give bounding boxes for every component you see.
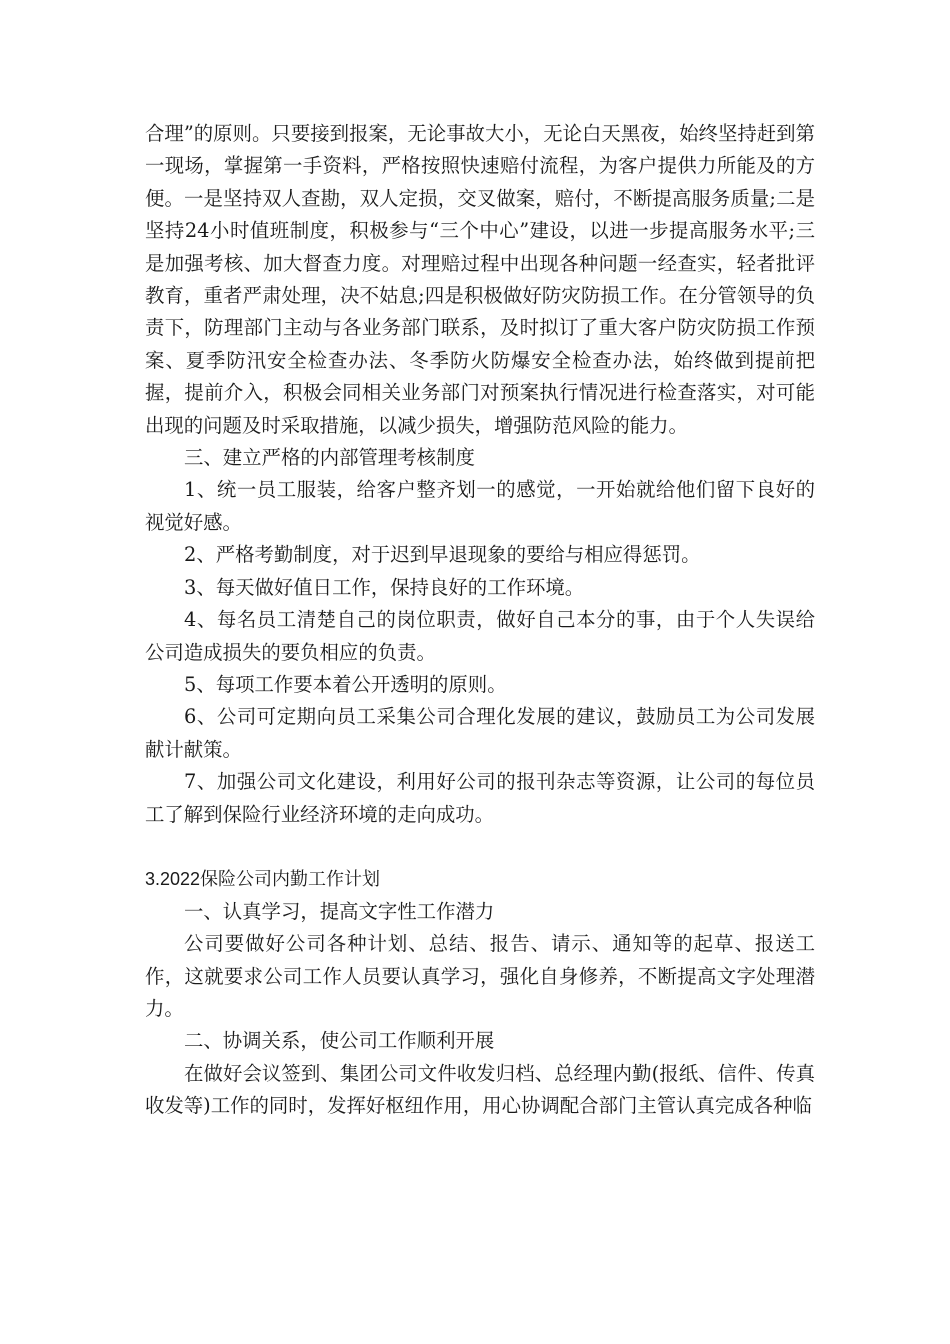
document-heading-plan: 3.2022保险公司内勤工作计划 <box>145 869 381 890</box>
paragraph-coordination: 在做好会议签到、集团公司文件收发归档、总经理内勤(报纸、信件、传真收发等)工作的同时，发挥好枢纽作用，用心协调配合部门主管认真完成各种临 <box>145 1061 815 1118</box>
document-page <box>145 118 815 1123</box>
list-item-transparency: 5、每项工作要本着公开透明的原则。 <box>184 672 507 696</box>
paragraph-claims-principle: 合理”的原则。只要接到报案，无论事故大小，无论白天黑夜，始终坚持赶到第一现场，掌握第一手资料，严格按照快速赔付流程，为客户提供力所能及的方便。一是坚持双人查勘，双人定损，交叉做案，赔付，不断提高服务质量;二是坚持24小时值班制度，积极参与“三个中心”建设，以进一步提高服务水平;三是加强考核、加大督查力度。对理赔过程中出现各种问题一经查实，轻者批评教育，重者严肃处理，决不姑息;四是积极做好防灾防损工作。在分管领导的负责下，防理部门主动与各业务部门联系，及时拟订了重大客户防灾防损工作预案、夏季防汛安全检查办法、冬季防火防爆安全检查办法，始终做到提前把握，提前介入，积极会同相关业务部门对预案执行情况进行检查落实，对可能出现的问题及时采取措施，以减少损失，增强防范风险的能力。 <box>145 122 815 437</box>
list-item-duty: 3、每天做好值日工作，保持良好的工作环境。 <box>184 575 585 599</box>
list-item-suggestions: 6、公司可定期向员工采集公司合理化发展的建议，鼓励员工为公司发展献计献策。 <box>145 705 815 761</box>
section-heading-internal-management: 三、建立严格的内部管理考核制度 <box>184 446 475 470</box>
list-item-attendance: 2、严格考勤制度，对于迟到早退现象的要给与相应得惩罚。 <box>184 543 701 567</box>
paragraph-writing-work: 公司要做好公司各种计划、总结、报告、请示、通知等的起草、报送工作，这就要求公司工作人员要认真学习，强化自身修养，不断提高文字处理潜力。 <box>145 932 815 1020</box>
section-heading-coordination: 二、协调关系，使公司工作顺利开展 <box>184 1029 495 1053</box>
list-item-responsibility: 4、每名员工清楚自己的岗位职责，做好自己本分的事，由于个人失误给公司造成损失的要负相应的负责。 <box>145 608 815 664</box>
list-item-uniform: 1、统一员工服装，给客户整齐划一的感觉，一开始就给他们留下良好的视觉好感。 <box>145 478 815 534</box>
list-item-culture: 7、加强公司文化建设，利用好公司的报刊杂志等资源，让公司的每位员工了解到保险行业经济环境的走向成功。 <box>145 770 815 826</box>
section-heading-study: 一、认真学习，提高文字性工作潜力 <box>184 899 495 923</box>
blank-line <box>145 831 815 863</box>
